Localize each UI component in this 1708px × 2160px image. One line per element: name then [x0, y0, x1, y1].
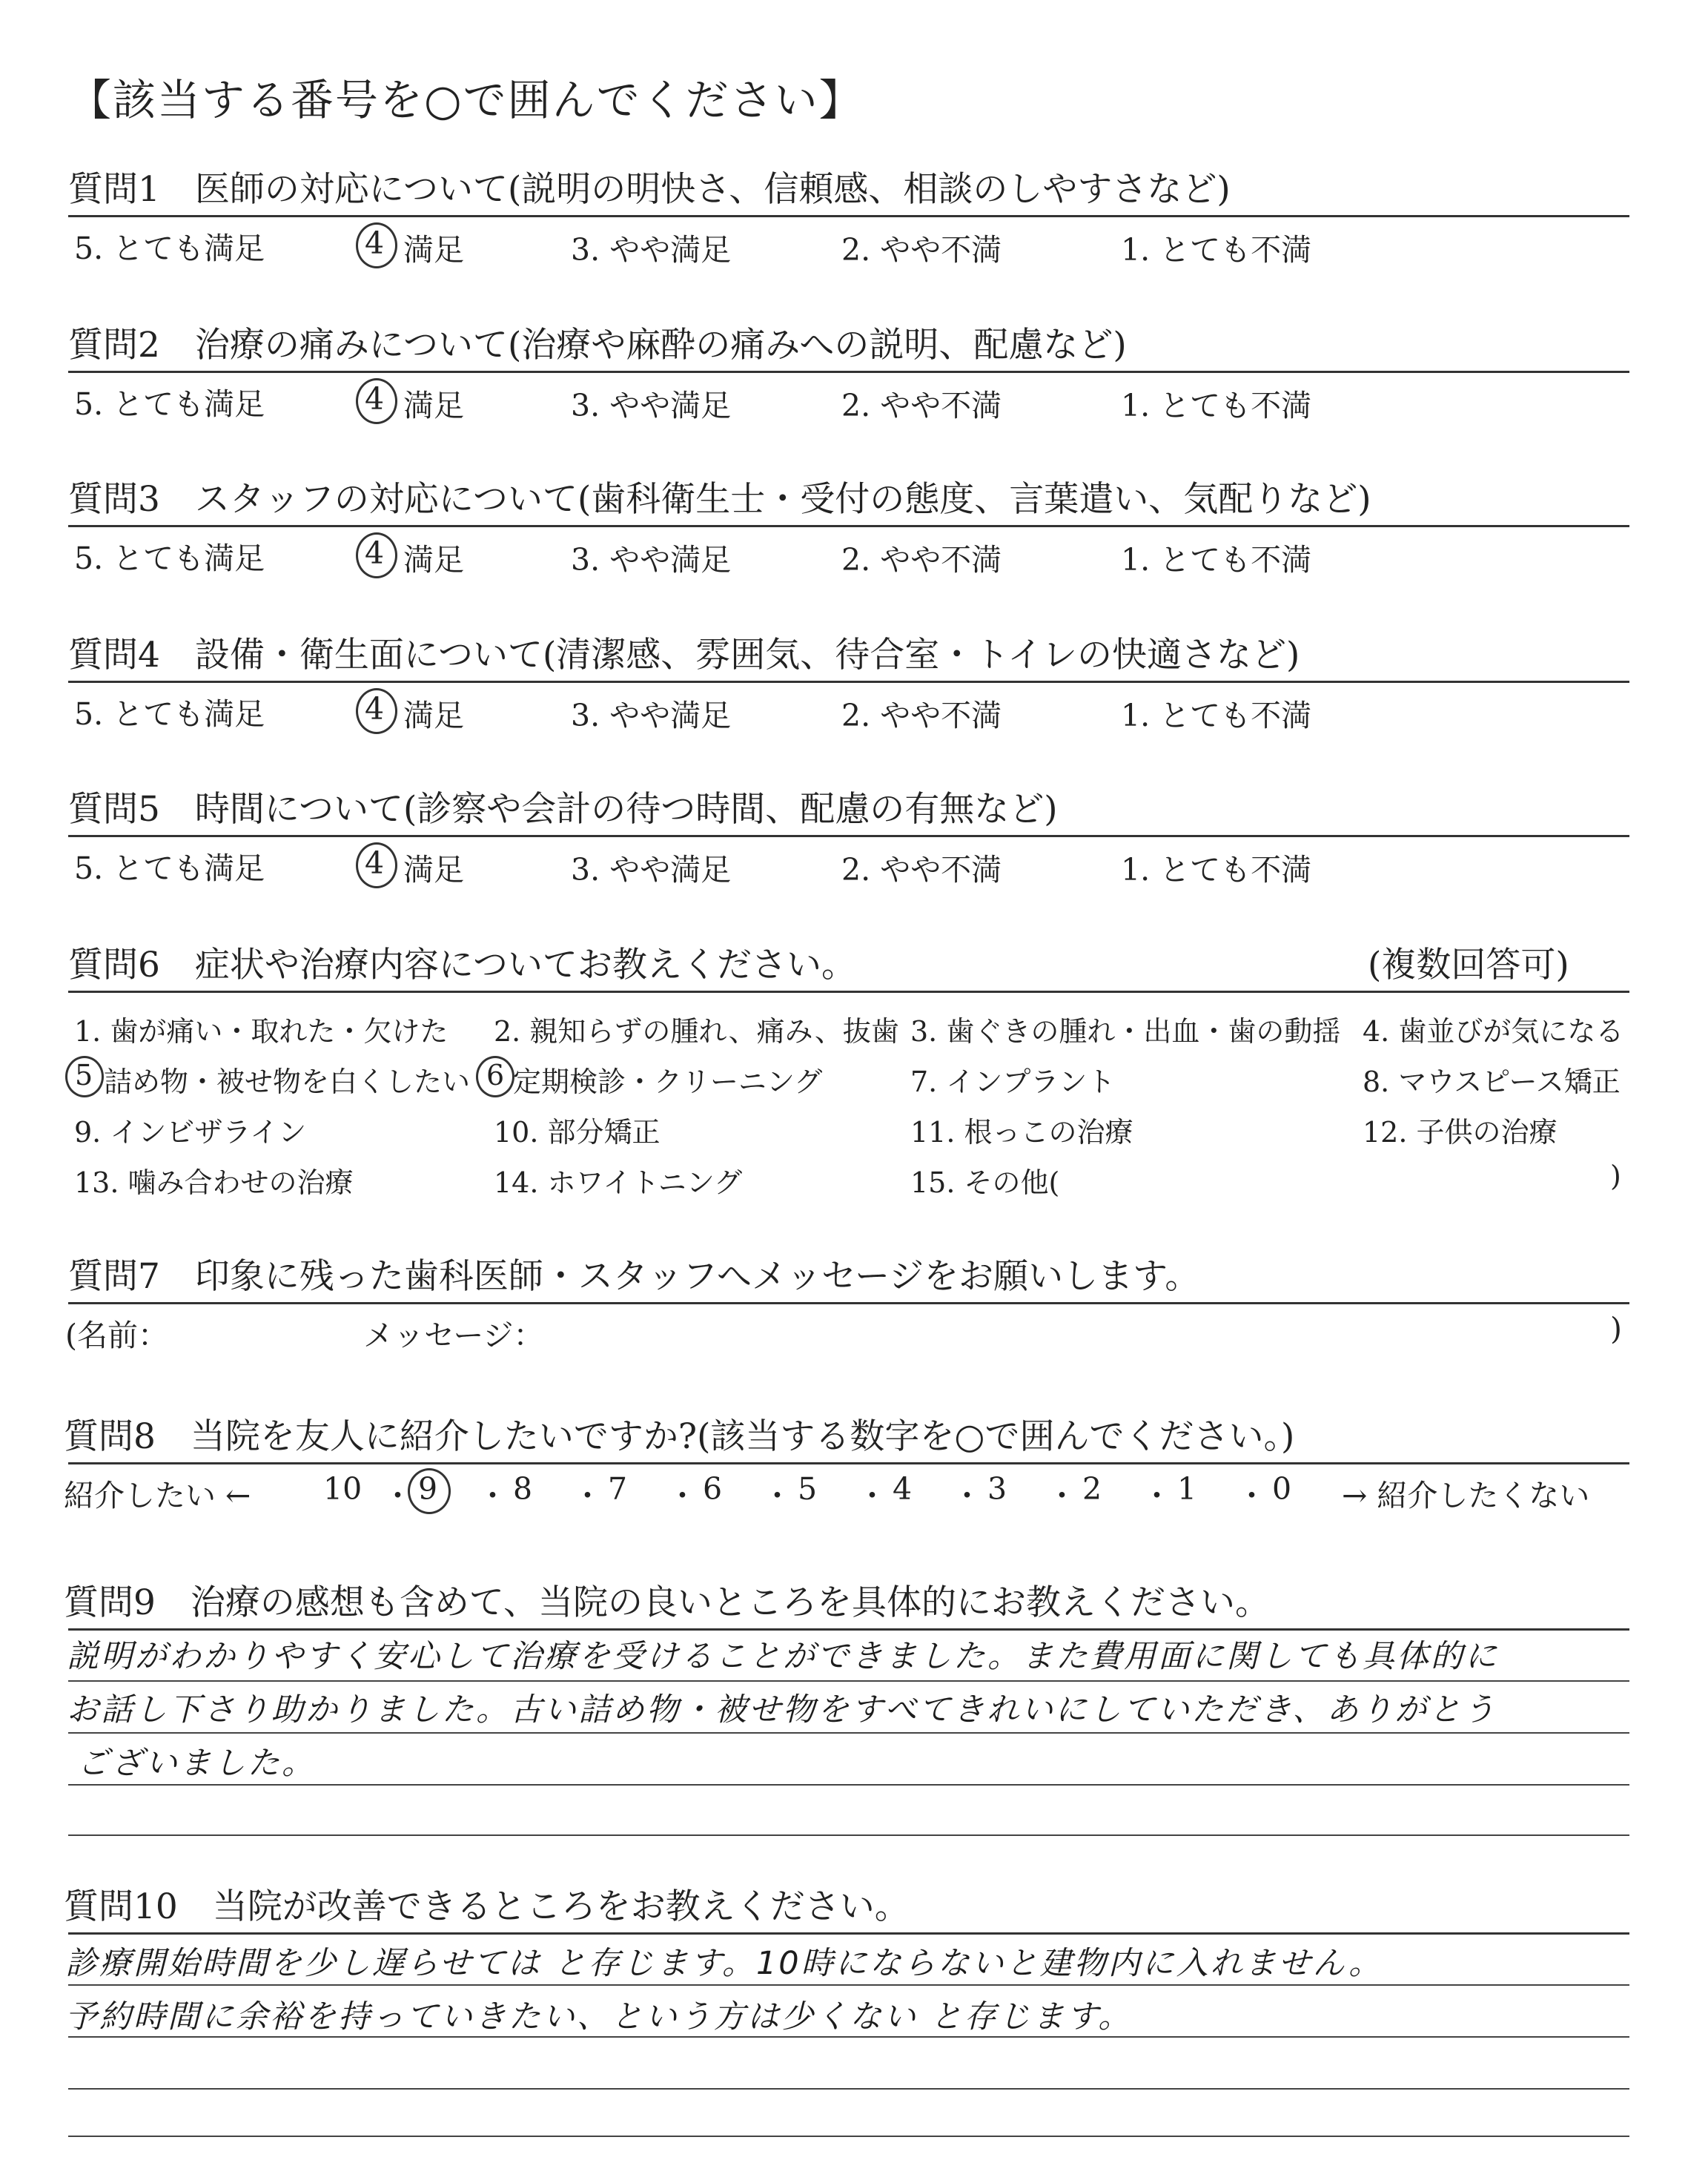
scale-value-0[interactable]: 0 — [1272, 1471, 1292, 1507]
question-8-label: 質問8 当院を友人に紹介したいですか?(該当する数字を○で囲んでください。) — [64, 1416, 1295, 1457]
scale-separator-dot: ・ — [1237, 1478, 1267, 1513]
question-4-rule — [68, 681, 1629, 683]
answer-line — [68, 1680, 1629, 1682]
symptom-6-number[interactable]: 6 — [486, 1059, 505, 1091]
scale-separator-dot: ・ — [572, 1478, 603, 1513]
option-1[interactable]: 1. とても不満 — [1121, 232, 1312, 268]
symptom-6-label[interactable]: 定期検診・クリーニング — [513, 1066, 823, 1098]
scale-value-5[interactable]: 5 — [798, 1471, 818, 1507]
recommend-right-label: → 紹介したくない — [1342, 1478, 1590, 1513]
name-label: (名前： — [65, 1318, 168, 1353]
option-4-number[interactable]: 4 — [365, 845, 385, 881]
scale-value-1[interactable]: 1 — [1177, 1471, 1197, 1507]
option-5[interactable]: 5. とても満足 — [74, 386, 265, 422]
scale-separator-dot: ・ — [762, 1478, 792, 1513]
question-8-rule — [68, 1462, 1629, 1464]
question-2-label: 質問2 治療の痛みについて(治療や麻酔の痛みへの説明、配慮など) — [68, 325, 1127, 366]
option-3[interactable]: 3. やや満足 — [571, 852, 732, 888]
option-3[interactable]: 3. やや満足 — [571, 698, 732, 733]
option-4-number[interactable]: 4 — [365, 691, 385, 727]
option-3[interactable]: 3. やや満足 — [571, 542, 732, 578]
symptom-9[interactable]: 9. インビザライン — [74, 1116, 307, 1149]
option-5[interactable]: 5. とても満足 — [74, 696, 265, 732]
message-close: ) — [1610, 1311, 1622, 1347]
scale-value-10[interactable]: 10 — [323, 1471, 363, 1507]
scale-separator-dot: ・ — [1142, 1478, 1172, 1513]
selected-circle — [356, 842, 397, 888]
scale-separator-dot: ・ — [857, 1478, 887, 1513]
scale-value-9[interactable]: 9 — [418, 1471, 438, 1507]
selected-circle — [356, 378, 397, 424]
question-1-label: 質問1 医師の対応について(説明の明快さ、信頼感、相談のしやすさなど) — [68, 169, 1231, 210]
option-1[interactable]: 1. とても不満 — [1121, 542, 1312, 578]
symptom-1[interactable]: 1. 歯が痛い・取れた・欠けた — [74, 1015, 448, 1048]
scale-value-8[interactable]: 8 — [513, 1471, 533, 1507]
selected-circle — [476, 1056, 514, 1097]
q10-answer-line-1: 診療開始時間を少し遅らせては と存じます。10時にならないと建物内に入れません。 — [65, 1945, 1383, 1982]
answer-line — [68, 1984, 1629, 1986]
symptom-5-number[interactable]: 5 — [75, 1059, 93, 1091]
option-5[interactable]: 5. とても満足 — [74, 851, 265, 886]
symptom-10[interactable]: 10. 部分矯正 — [494, 1116, 661, 1149]
symptom-15[interactable]: 15. その他( — [910, 1166, 1060, 1199]
option-4-number[interactable]: 4 — [365, 381, 385, 417]
scale-value-6[interactable]: 6 — [703, 1471, 723, 1507]
symptom-15-close: ) — [1610, 1160, 1621, 1192]
page-title: 【該当する番号を○で囲んでください】 — [68, 75, 864, 125]
option-1[interactable]: 1. とても不満 — [1121, 388, 1312, 423]
question-7-rule — [68, 1302, 1629, 1304]
scale-value-7[interactable]: 7 — [608, 1471, 628, 1507]
option-4-label[interactable]: 満足 — [403, 232, 464, 268]
selected-circle — [356, 532, 397, 578]
symptom-5-label[interactable]: 詰め物・被せ物を白くしたい — [104, 1066, 471, 1098]
q9-answer-line-2: お話し下さり助かりました。古い詰め物・被せ物をすべてきれいにしていただき、ありがとう — [67, 1691, 1497, 1728]
symptom-3[interactable]: 3. 歯ぐきの腫れ・出血・歯の動揺 — [910, 1015, 1341, 1048]
question-7-label: 質問7 印象に残った歯科医師・スタッフへメッセージをお願いします。 — [68, 1256, 1200, 1297]
option-4-label[interactable]: 満足 — [403, 852, 464, 888]
option-2[interactable]: 2. やや不満 — [841, 698, 1002, 733]
question-10-rule — [68, 1932, 1629, 1935]
symptom-11[interactable]: 11. 根っこの治療 — [910, 1116, 1133, 1149]
symptom-14[interactable]: 14. ホワイトニング — [494, 1166, 743, 1199]
answer-line — [68, 1732, 1629, 1734]
option-2[interactable]: 2. やや不満 — [841, 388, 1002, 423]
question-9-rule — [68, 1628, 1629, 1631]
question-6-rule — [68, 991, 1629, 993]
question-9-label: 質問9 治療の感想も含めて、当院の良いところを具体的にお教えください。 — [64, 1582, 1270, 1623]
q9-answer-line-1: 説明がわかりやすく安心して治療を受けることができました。また費用面に関しても具体的に — [67, 1638, 1499, 1675]
question-3-rule — [68, 525, 1629, 527]
answer-line — [68, 1784, 1629, 1786]
answer-line — [68, 1834, 1629, 1836]
option-4-number[interactable]: 4 — [365, 535, 385, 571]
selected-circle — [356, 688, 397, 734]
question-3-label: 質問3 スタッフの対応について(歯科衛生士・受付の態度、言葉遣い、気配りなど) — [68, 479, 1371, 520]
option-1[interactable]: 1. とても不満 — [1121, 698, 1312, 733]
question-6-label: 質問6 症状や治療内容についてお教えください。 — [68, 945, 856, 985]
question-6-note: (複数回答可) — [1368, 945, 1569, 985]
scale-value-4[interactable]: 4 — [893, 1471, 913, 1507]
option-3[interactable]: 3. やや満足 — [571, 388, 732, 423]
answer-line — [68, 2136, 1629, 2137]
message-label: メッセージ： — [363, 1318, 544, 1353]
scale-separator-dot: ・ — [383, 1478, 413, 1513]
option-1[interactable]: 1. とても不満 — [1121, 852, 1312, 888]
scale-separator-dot: ・ — [1047, 1478, 1077, 1513]
symptom-12[interactable]: 12. 子供の治療 — [1363, 1116, 1558, 1149]
symptom-8[interactable]: 8. マウスピース矯正 — [1363, 1066, 1621, 1098]
scale-value-2[interactable]: 2 — [1082, 1471, 1102, 1507]
option-5[interactable]: 5. とても満足 — [74, 541, 265, 576]
question-1-rule — [68, 215, 1629, 217]
question-5-label: 質問5 時間について(診察や会計の待つ時間、配慮の有無など) — [68, 789, 1058, 830]
scale-separator-dot: ・ — [667, 1478, 698, 1513]
scale-separator-dot: ・ — [477, 1478, 508, 1513]
option-4-label[interactable]: 満足 — [403, 542, 464, 578]
recommend-left-label: 紹介したい ← — [64, 1478, 251, 1513]
question-10-label: 質問10 当院が改善できるところをお教えください。 — [64, 1886, 910, 1927]
selected-circle — [408, 1468, 451, 1514]
symptom-13[interactable]: 13. 噛み合わせの治療 — [74, 1166, 354, 1199]
option-5[interactable]: 5. とても満足 — [74, 231, 265, 266]
scale-separator-dot: ・ — [952, 1478, 982, 1513]
symptom-7[interactable]: 7. インプラント — [910, 1066, 1116, 1098]
option-4-label[interactable]: 満足 — [403, 388, 464, 423]
q9-answer-line-3: ございました。 — [77, 1745, 316, 1782]
option-4-number[interactable]: 4 — [365, 225, 385, 261]
option-2[interactable]: 2. やや不満 — [841, 232, 1002, 268]
question-2-rule — [68, 371, 1629, 373]
symptom-4[interactable]: 4. 歯並びが気になる — [1363, 1015, 1624, 1048]
question-4-label: 質問4 設備・衛生面について(清潔感、雰囲気、待合室・トイレの快適さなど) — [68, 635, 1300, 676]
q10-answer-line-2: 予約時間に余裕を持っていきたい、という方は少くない と存じます。 — [65, 1998, 1133, 2035]
option-2[interactable]: 2. やや不満 — [841, 852, 1002, 888]
option-2[interactable]: 2. やや不満 — [841, 542, 1002, 578]
selected-circle — [356, 222, 397, 268]
question-5-rule — [68, 835, 1629, 837]
selected-circle — [65, 1056, 104, 1097]
option-4-label[interactable]: 満足 — [403, 698, 464, 733]
scale-value-3[interactable]: 3 — [987, 1471, 1007, 1507]
symptom-2[interactable]: 2. 親知らずの腫れ、痛み、抜歯 — [494, 1015, 899, 1048]
option-3[interactable]: 3. やや満足 — [571, 232, 732, 268]
answer-line — [68, 2088, 1629, 2090]
